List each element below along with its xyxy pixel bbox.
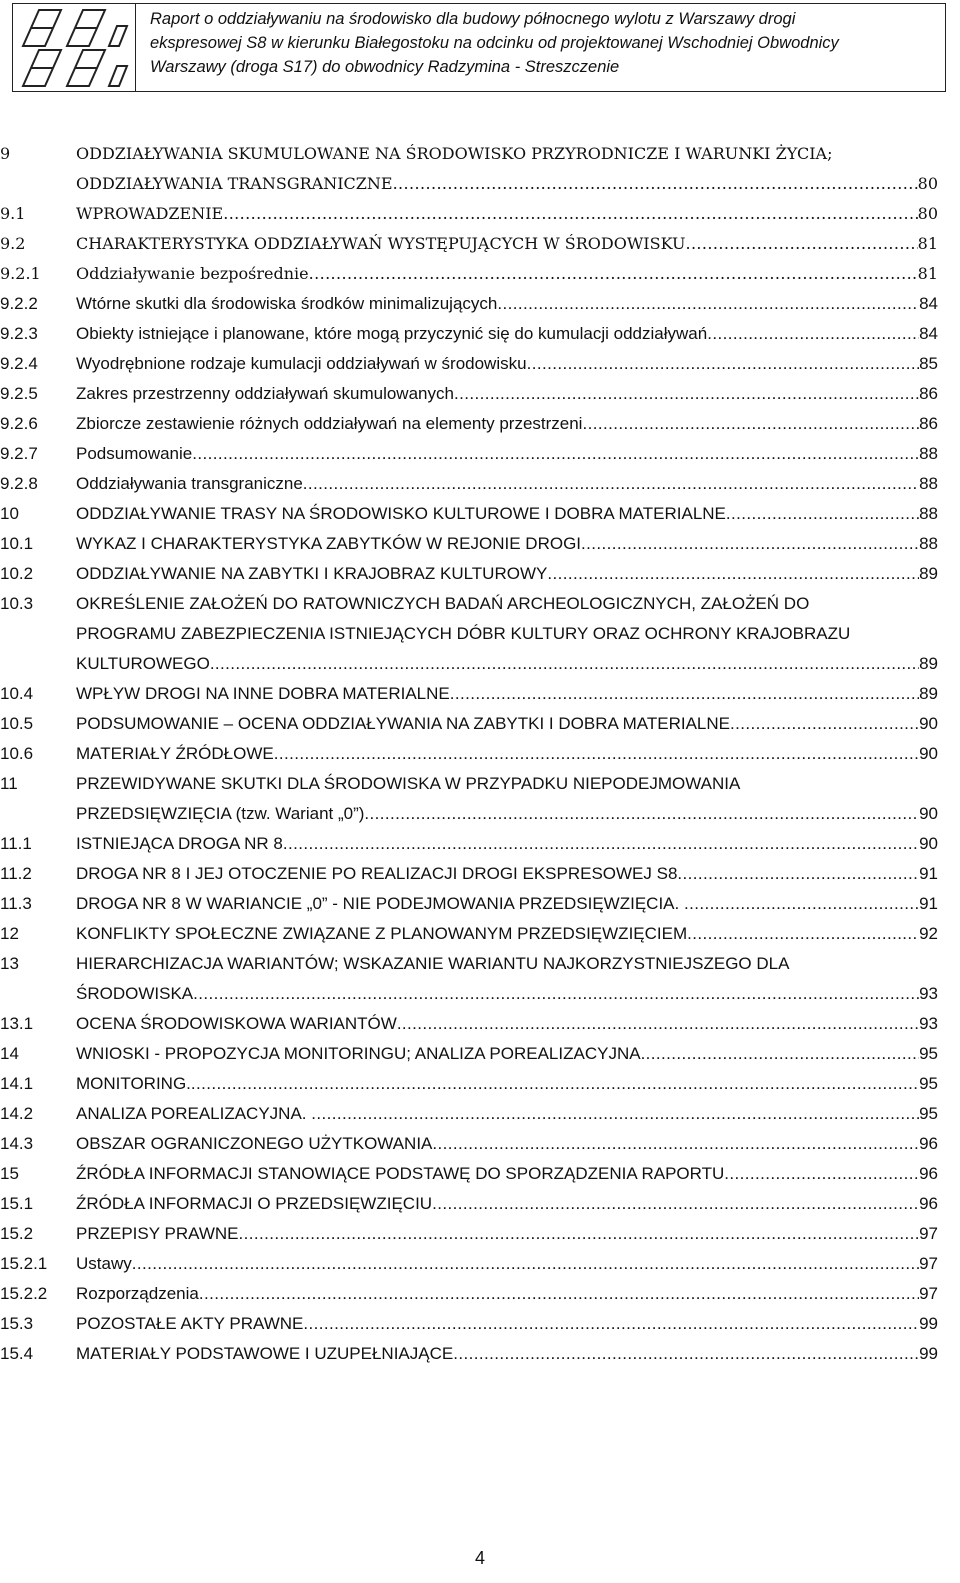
dot-leader	[641, 1039, 920, 1069]
toc-entry-title	[76, 379, 938, 409]
toc-entry-title	[76, 1099, 938, 1129]
toc-entry-text: MATERIAŁY PODSTAWOWE I UZUPEŁNIAJĄCE	[76, 1344, 454, 1363]
toc-entry-number: 9.2.6	[0, 414, 38, 433]
toc-entry-text: WYKAZ I CHARAKTERYSTYKA ZABYTKÓW W REJONIE DROGI	[76, 534, 582, 553]
dot-leader	[393, 169, 918, 199]
toc-entry-page: 88	[919, 504, 938, 523]
toc-entry-text: POZOSTAŁE AKTY PRAWNE	[76, 1314, 304, 1333]
toc-entry-title	[76, 229, 938, 259]
toc-entry-title	[76, 1279, 938, 1309]
toc-entry-page: 89	[919, 564, 938, 583]
toc-entry-number: 10.2	[0, 564, 34, 583]
toc-entry-text: Oddziaływania transgraniczne	[76, 474, 303, 493]
dot-leader	[527, 349, 920, 379]
toc-entry-number: 9.2.2	[0, 294, 38, 313]
report-title-line: ekspresowej S8 w kierunku Białegostoku na odcinku od projektowanej Wschodniej Obwodnicy	[150, 34, 839, 52]
toc-entry-text: DROGA NR 8 I JEJ OTOCZENIE PO REALIZACJI DROGI EKSPRESOWEJ S8	[76, 864, 678, 883]
toc-entry-title	[76, 559, 938, 589]
toc-entry-page: 90	[919, 744, 938, 763]
dot-leader	[274, 739, 919, 769]
dot-leader	[726, 499, 919, 529]
toc-entry-text: Obiekty istniejące i planowane, które mogą przyczynić się do kumulacji oddziaływań	[76, 324, 708, 343]
toc-entry-title	[76, 799, 938, 829]
toc-entry-page: 91	[919, 864, 938, 883]
toc-entry-title-continued	[76, 589, 938, 619]
toc-entry-page: 96	[919, 1164, 938, 1183]
toc-entry-page: 92	[919, 924, 938, 943]
dot-leader	[192, 439, 919, 469]
toc-entry-title	[76, 289, 938, 319]
toc-entry-title	[76, 859, 938, 889]
dot-leader	[450, 679, 919, 709]
toc-entry-page: 84	[919, 324, 938, 343]
dot-leader	[199, 1279, 919, 1309]
toc-entry-page: 95	[919, 1104, 938, 1123]
report-title-line: Warszawy (droga S17) do obwodnicy Radzymina - Streszczenie	[150, 58, 620, 76]
toc-entry-page: 90	[919, 834, 938, 853]
toc-entry-number: 13.1	[0, 1014, 34, 1033]
dot-leader	[303, 1309, 919, 1339]
page-number: 4	[474, 1548, 485, 1568]
toc-entry-title	[76, 469, 938, 499]
toc-entry-title	[76, 1189, 938, 1219]
toc-entry-page: 95	[919, 1074, 938, 1093]
toc-entry-text: CHARAKTERYSTYKA ODDZIAŁYWAŃ WYSTĘPUJĄCYCH W ŚRODOWISKU	[76, 234, 686, 253]
toc-entry-title	[76, 169, 938, 199]
dot-leader	[364, 799, 919, 829]
toc-entry-page: 96	[919, 1194, 938, 1213]
report-title-line: Raport o oddziaływaniu na środowisko dla budowy północnego wylotu z Warszawy drogi	[150, 10, 796, 28]
toc-entry-page: 97	[919, 1284, 938, 1303]
toc-entry-number: 9	[0, 144, 11, 163]
toc-entry-text: MATERIAŁY ŹRÓDŁOWE	[76, 744, 274, 763]
dot-leader	[581, 529, 919, 559]
toc-entry-text: ŹRÓDŁA INFORMACJI O PRZEDSIĘWZIĘCIU	[76, 1194, 433, 1213]
toc-entry-number: 9.2	[0, 234, 26, 253]
toc-entry-number: 9.2.7	[0, 444, 38, 463]
dot-leader	[677, 859, 919, 889]
toc-entry-number: 13	[0, 954, 19, 973]
toc-entry-page: 80	[917, 204, 938, 223]
toc-entry-text: ODDZIAŁYWANIA SKUMULOWANE NA ŚRODOWISKO PRZYRODNICZE I WARUNKI ŻYCIA;	[76, 144, 833, 163]
dot-leader	[687, 919, 919, 949]
toc-entry-number: 9.2.3	[0, 324, 38, 343]
toc-entry-number: 14.2	[0, 1104, 34, 1123]
dot-leader	[397, 1009, 919, 1039]
toc-entry-number: 14.1	[0, 1074, 34, 1093]
dot-leader	[547, 559, 919, 589]
toc-entry-text: Ustawy	[76, 1254, 132, 1273]
toc-entry-number: 10.3	[0, 594, 34, 613]
dot-leader	[684, 889, 919, 919]
dot-leader	[432, 1129, 919, 1159]
toc-entry-text: ODDZIAŁYWANIE NA ZABYTKI I KRAJOBRAZ KULTUROWY	[76, 564, 548, 583]
toc-entry-title	[76, 1009, 938, 1039]
toc-entry-title	[76, 199, 938, 229]
dot-leader	[311, 1099, 919, 1129]
toc-entry-page: 81	[917, 264, 938, 283]
toc-entry-number: 15.2.2	[0, 1284, 48, 1303]
toc-entry-page: 99	[919, 1314, 938, 1333]
toc-entry-text: PROGRAMU ZABEZPIECZENIA ISTNIEJĄCYCH DÓBR KULTURY ORAZ OCHRONY KRAJOBRAZU	[76, 624, 851, 643]
toc-entry-number: 10.6	[0, 744, 34, 763]
toc-entry-title	[76, 919, 938, 949]
toc-entry-title	[76, 499, 938, 529]
toc-entry-page: 86	[919, 414, 938, 433]
toc-entry-page: 90	[919, 804, 938, 823]
toc-entry-title	[76, 259, 938, 289]
toc-entry-title	[76, 1249, 938, 1279]
dot-leader	[707, 319, 919, 349]
dot-leader	[432, 1189, 919, 1219]
toc-entry-title	[76, 529, 938, 559]
dot-leader	[685, 229, 917, 259]
toc-entry-title	[76, 739, 938, 769]
toc-entry-text: WPŁYW DROGI NA INNE DOBRA MATERIALNE	[76, 684, 450, 703]
toc-entry-page: 88	[919, 534, 938, 553]
toc-entry-page: 85	[919, 354, 938, 373]
toc-entry-text: OBSZAR OGRANICZONEGO UŻYTKOWANIA	[76, 1134, 433, 1153]
dot-leader	[223, 199, 917, 229]
toc-entry-text: Podsumowanie	[76, 444, 193, 463]
toc-entry-text: DROGA NR 8 W WARIANCIE „0” - NIE PODEJMOWANIA PRZEDSIĘWZIĘCIA.	[76, 894, 684, 913]
toc-entry-number: 9.2.5	[0, 384, 38, 403]
toc-entry-page: 89	[919, 654, 938, 673]
toc-entry-page: 93	[919, 1014, 938, 1033]
toc-entry-title-continued	[76, 139, 938, 169]
toc-entry-text: ŚRODOWISKA	[76, 984, 194, 1003]
toc-entry-page: 88	[919, 474, 938, 493]
toc-entry-number: 9.2.8	[0, 474, 38, 493]
toc-entry-number: 15.2.1	[0, 1254, 48, 1273]
toc-entry-number: 15.4	[0, 1344, 34, 1363]
toc-entry-number: 14.3	[0, 1134, 34, 1153]
toc-entry-text: OKREŚLENIE ZAŁOŻEŃ DO RATOWNICZYCH BADAŃ ARCHEOLOGICZNYCH, ZAŁOŻEŃ DO	[76, 594, 810, 613]
toc-entry-text: ODDZIAŁYWANIE TRASY NA ŚRODOWISKO KULTUROWE I DOBRA MATERIALNE	[76, 504, 726, 523]
toc-entry-title	[76, 1309, 938, 1339]
toc-entry-title	[76, 709, 938, 739]
toc-entry-title	[76, 1129, 938, 1159]
toc-entry-text: ISTNIEJĄCA DROGA NR 8	[76, 834, 283, 853]
dot-leader	[132, 1249, 919, 1279]
toc-entry-page: 97	[919, 1254, 938, 1273]
toc-entry-number: 9.1	[0, 204, 26, 223]
toc-entry-number: 9.2.4	[0, 354, 38, 373]
toc-entry-number: 10.4	[0, 684, 34, 703]
toc-entry-page: 95	[919, 1044, 938, 1063]
toc-entry-page: 81	[917, 234, 938, 253]
toc-entry-page: 96	[919, 1134, 938, 1153]
dot-leader	[309, 259, 918, 289]
dot-leader	[303, 469, 919, 499]
toc-entry-page: 90	[919, 714, 938, 733]
toc-entry-number: 9.2.1	[0, 264, 41, 283]
toc-entry-title	[76, 1159, 938, 1189]
toc-entry-text: WNIOSKI - PROPOZYCJA MONITORINGU; ANALIZA POREALIZACYJNA	[76, 1044, 641, 1063]
dot-leader	[454, 379, 919, 409]
toc-entry-number: 14	[0, 1044, 19, 1063]
logo	[13, 4, 136, 91]
toc-entry-text: PODSUMOWANIE – OCENA ODDZIAŁYWANIA NA ZABYTKI I DOBRA MATERIALNE	[76, 714, 730, 733]
dot-leader	[238, 1219, 919, 1249]
toc-entry-number: 11	[0, 774, 18, 793]
toc-entry-page: 91	[919, 894, 938, 913]
toc-entry-text: Wyodrębnione rodzaje kumulacji oddziaływań w środowisku	[76, 354, 527, 373]
toc-entry-page: 86	[919, 384, 938, 403]
toc-entry-text: Oddziaływanie bezpośrednie	[76, 264, 309, 283]
toc-entry-title	[76, 1339, 938, 1369]
toc-entry-title	[76, 649, 938, 679]
toc-entry-text: PRZEDSIĘWZIĘCIA (tzw. Wariant „0”)	[76, 804, 365, 823]
toc-entry-number: 15.1	[0, 1194, 34, 1213]
toc-entry-page: 97	[919, 1224, 938, 1243]
toc-entry-title	[76, 979, 938, 1009]
toc-entry-page: 80	[917, 174, 938, 193]
toc-entry-text: PRZEWIDYWANE SKUTKI DLA ŚRODOWISKA W PRZYPADKU NIEPODEJMOWANIA	[76, 774, 741, 793]
toc-entry-number: 11.1	[0, 834, 32, 853]
toc-entry-page: 93	[919, 984, 938, 1003]
dot-leader	[193, 979, 919, 1009]
toc-entry-title	[76, 1219, 938, 1249]
toc-entry-title-continued	[76, 769, 938, 799]
dot-leader	[582, 409, 919, 439]
page-header	[12, 3, 946, 92]
logo-icon	[17, 6, 131, 90]
toc-entry-title	[76, 349, 938, 379]
toc-entry-text: Zakres przestrzenny oddziaływań skumulowanych	[76, 384, 454, 403]
toc-entry-text: Wtórne skutki dla środowiska środków minimalizujących	[76, 294, 498, 313]
toc-entry-title	[76, 889, 938, 919]
dot-leader	[497, 289, 919, 319]
dot-leader	[191, 1069, 919, 1099]
toc-entry-title	[76, 679, 938, 709]
toc-entry-number: 10.5	[0, 714, 34, 733]
toc-entry-title	[76, 409, 938, 439]
toc-entry-title	[76, 319, 938, 349]
toc-entry-number: 11.2	[0, 864, 32, 883]
toc-entry-text: WPROWADZENIE	[76, 204, 224, 223]
toc-entry-title-continued	[76, 949, 938, 979]
toc-entry-text: OCENA ŚRODOWISKOWA WARIANTÓW	[76, 1014, 397, 1033]
toc-entry-text: ANALIZA POREALIZACYJNA.	[76, 1104, 312, 1123]
toc-entry-number: 10	[0, 504, 19, 523]
toc-entry-page: 99	[919, 1344, 938, 1363]
toc-entry-text: HIERARCHIZACJA WARIANTÓW; WSKAZANIE WARIANTU NAJKORZYSTNIEJSZEGO DLA	[76, 954, 790, 973]
dot-leader	[283, 829, 919, 859]
dot-leader	[453, 1339, 919, 1369]
toc-entry-title	[76, 829, 938, 859]
toc-entry-text: ODDZIAŁYWANIA TRANSGRANICZNE	[76, 174, 393, 193]
toc-entry-text: Rozporządzenia	[76, 1284, 199, 1303]
toc-entry-number: 10.1	[0, 534, 34, 553]
toc-entry-text: KONFLIKTY SPOŁECZNE ZWIĄZANE Z PLANOWANYM PRZEDSIĘWZIĘCIEM	[76, 924, 688, 943]
dot-leader	[210, 649, 919, 679]
toc-entry-number: 11.3	[0, 894, 32, 913]
toc-entry-text: Zbiorcze zestawienie różnych oddziaływań na elementy przestrzeni	[76, 414, 583, 433]
report-title	[136, 4, 945, 91]
dot-leader	[730, 709, 919, 739]
toc-entry-text: MONITORING.	[76, 1074, 191, 1093]
toc-entry-number: 15.2	[0, 1224, 34, 1243]
toc-entry-number: 15.3	[0, 1314, 34, 1333]
toc-entry-title	[76, 439, 938, 469]
toc-entry-number: 12	[0, 924, 19, 943]
toc-entry-text: KULTUROWEGO	[76, 654, 210, 673]
toc-entry-title	[76, 1069, 938, 1099]
toc-entry-page: 84	[919, 294, 938, 313]
toc-entry-text: PRZEPISY PRAWNE	[76, 1224, 239, 1243]
toc-entry-text: ŹRÓDŁA INFORMACJI STANOWIĄCE PODSTAWĘ DO SPORZĄDZENIA RAPORTU	[76, 1164, 725, 1183]
toc-entry-page: 88	[919, 444, 938, 463]
toc-entry-title-continued	[76, 619, 938, 649]
toc-entry-title	[76, 1039, 938, 1069]
toc-entry-page: 89	[919, 684, 938, 703]
dot-leader	[724, 1159, 919, 1189]
toc-entry-number: 15	[0, 1164, 19, 1183]
